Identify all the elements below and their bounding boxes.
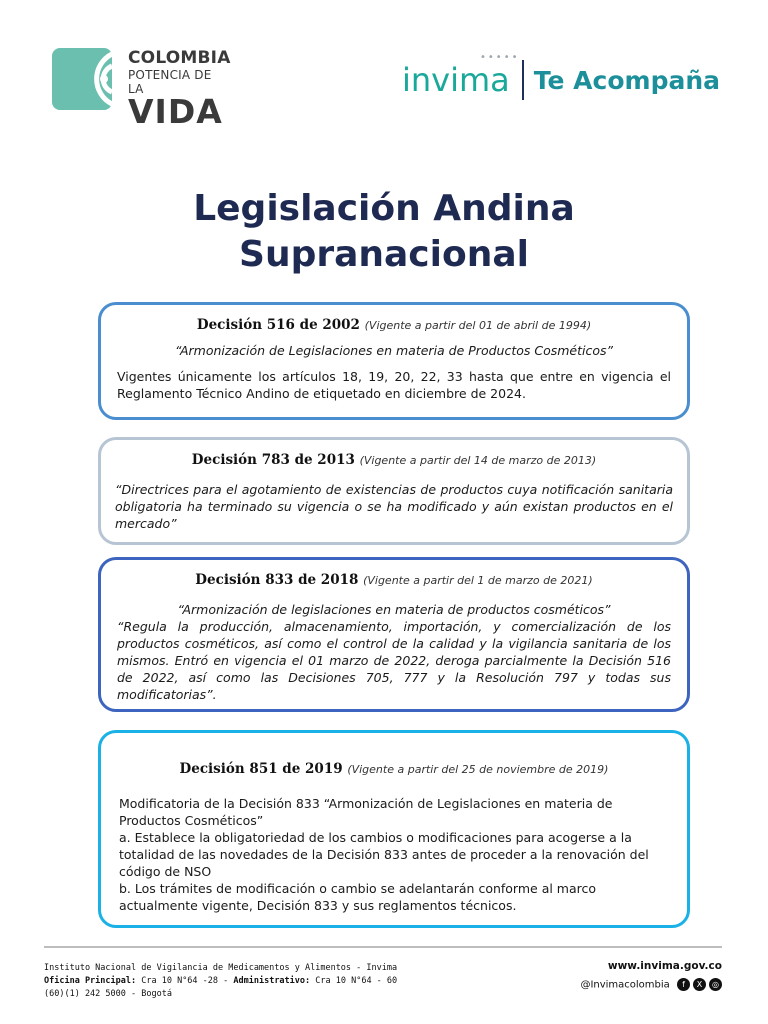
colombia-logo-line1: COLOMBIA — [128, 48, 231, 68]
decision-name: Decisión 516 de 2002 — [196, 317, 360, 333]
decision-heading — [119, 761, 669, 777]
decision-card-516 — [98, 302, 690, 420]
decision-body-line: a. Establece la obligatoriedad de los cambios o modificaciones para acogerse a la totalidad de las novedades de la Decisión 833 antes de proceder a la renovación del código de NSO — [119, 830, 649, 879]
decision-validity-note: (Vigente a partir del 01 de abril de 1994) — [364, 319, 592, 332]
footer-addresses — [44, 975, 397, 988]
invima-logo — [402, 52, 720, 102]
colombia-potencia-logo — [52, 48, 231, 131]
decision-body: “Regula la producción, almacenamiento, importación, y comercialización de los productos cosméticos, así como el control de la calidad y la vigilancia sanitaria de los mismos. Entró en vigencia el 01 marzo de 2022, deroga parcialmente la Decisión 516 de 2022, así como las Decisiones 705, 777 y la Resolución 797 y todas sus modificatorias”. — [117, 619, 671, 702]
instagram-icon[interactable]: ◎ — [709, 978, 722, 991]
page-title-line1: Legislación Andina — [193, 188, 575, 229]
colombia-logo-line3: VIDA — [128, 92, 223, 131]
footer-divider — [44, 946, 722, 948]
footer-institute: Instituto Nacional de Vigilancia de Medicamentos y Alimentos - Invima — [44, 963, 398, 973]
footer-admin-label: Administrativo: — [233, 976, 311, 986]
footer-admin-address: Cra 10 N°64 - 60 — [315, 976, 398, 986]
decision-body: Vigentes únicamente los artículos 18, 19, 20, 22, 33 hasta que entre en vigencia el Reglamento Técnico Andino de etiquetado en diciembre de 2024. — [117, 369, 671, 401]
logo-divider — [522, 60, 524, 100]
facebook-icon[interactable]: f — [677, 978, 690, 991]
footer-phone-city: (60)(1) 242 5000 - Bogotá — [44, 989, 172, 999]
footer-website[interactable]: www.invima.gov.co — [607, 960, 722, 972]
footer-web-social — [580, 960, 722, 991]
decision-validity-note: (Vigente a partir del 25 de noviembre de 2019) — [347, 763, 609, 776]
footer-social-handle[interactable]: @Invimacolombia — [580, 979, 670, 991]
decision-subtitle: “Armonización de Legislaciones en materia de Productos Cosméticos” — [175, 343, 613, 358]
decision-validity-note: (Vigente a partir del 14 de marzo de 2013) — [359, 454, 597, 467]
decision-name: Decisión 851 de 2019 — [179, 761, 343, 777]
decision-heading — [117, 572, 671, 588]
decision-name: Decisión 833 de 2018 — [195, 572, 359, 588]
invima-slogan: Te Acompaña — [533, 65, 720, 95]
decision-body-line: Modificatoria de la Decisión 833 “Armonización de Legislaciones en materia de Productos Cosméticos” — [119, 796, 613, 828]
decision-name: Decisión 783 de 2013 — [191, 452, 355, 468]
decision-body: “Directrices para el agotamiento de existencias de productos cuya notificación sanitaria obligatoria ha terminado su vigencia o se ha modificado y aún existan productos en el mercado” — [115, 482, 673, 531]
invima-dots-icon: ••••• — [480, 52, 520, 63]
footer-main-office-address: Cra 10 N°64 -28 - — [141, 976, 229, 986]
footer-main-office-label: Oficina Principal: — [44, 976, 137, 986]
social-icons — [677, 978, 722, 991]
decision-card-851 — [98, 730, 690, 928]
decision-card-783 — [98, 437, 690, 545]
page-title — [0, 186, 768, 278]
decision-body-line: b. Los trámites de modificación o cambio se adelantarán conforme al marco actualmente vigente, Decisión 833 y sus reglamentos técnicos. — [119, 881, 597, 913]
decision-subtitle: “Armonización de legislaciones en materia de productos cosméticos” — [177, 602, 611, 617]
x-icon[interactable]: X — [693, 978, 706, 991]
colombia-logo-line2: POTENCIA DE LA — [128, 68, 212, 96]
invima-wordmark: invima — [402, 61, 510, 99]
decision-heading — [117, 317, 671, 333]
decision-card-833 — [98, 557, 690, 712]
colombia-logo-mark-icon — [52, 48, 112, 110]
decision-validity-note: (Vigente a partir del 1 de marzo de 2021) — [363, 574, 593, 587]
decision-heading — [115, 452, 673, 468]
footer-contact — [44, 962, 397, 1001]
page-title-line2: Supranacional — [239, 234, 529, 275]
